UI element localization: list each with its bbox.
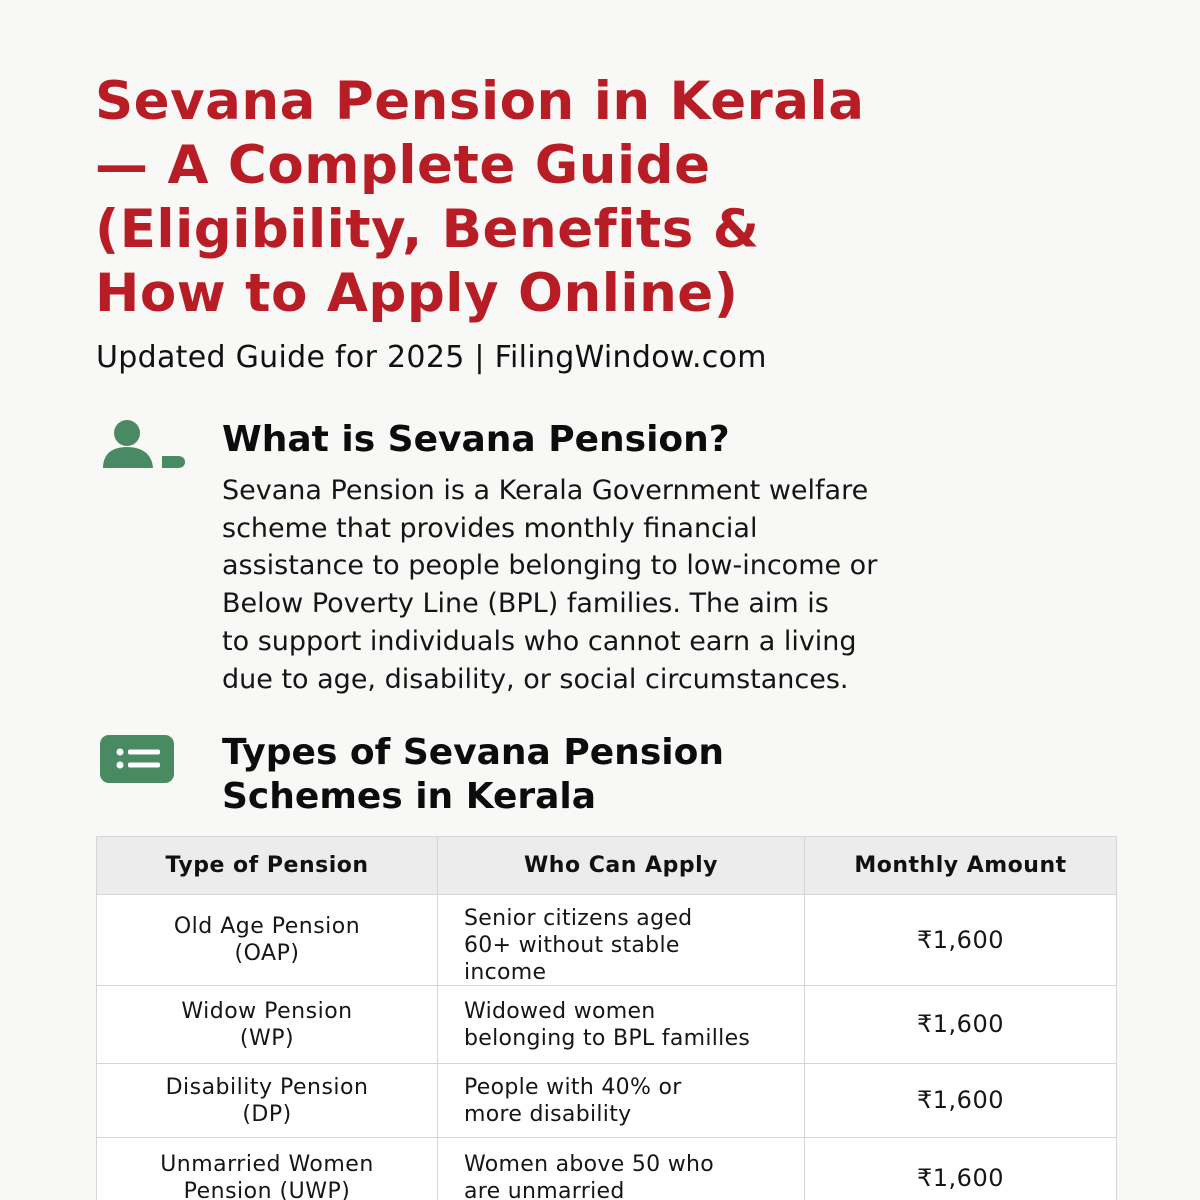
table-row	[97, 1064, 1117, 1138]
cell-pension-type	[97, 1138, 438, 1200]
cell-text: Women above 50 who	[464, 1152, 715, 1177]
cell-text: (WP)	[239, 1025, 295, 1051]
cell-text: Unmarried Women	[160, 1152, 374, 1177]
cell-text: 60+ without stable	[464, 933, 680, 958]
cell-text: Widowed women	[464, 998, 656, 1024]
body-line: scheme that provides monthly financial	[222, 512, 758, 544]
column-header-amount: Monthly Amount	[805, 837, 1117, 895]
cell-who-can-apply	[438, 895, 805, 986]
cell-monthly-amount: ₹1,600	[805, 895, 1117, 986]
list-icon	[100, 735, 174, 783]
cell-text: (OAP)	[234, 941, 300, 966]
column-header-who: Who Can Apply	[438, 837, 805, 895]
cell-text: Disability Pension	[165, 1074, 369, 1100]
title-line: Sevana Pension in Kerala	[95, 71, 865, 132]
section-body-what-is	[222, 472, 1182, 698]
table-row	[97, 895, 1117, 986]
cell-text: Old Age Pension	[173, 914, 361, 939]
cell-text: income	[464, 960, 547, 985]
title-line: (Eligibility, Benefits &	[95, 199, 760, 260]
table-header-row	[97, 837, 1117, 895]
body-line: Sevana Pension is a Kerala Government welfare	[222, 475, 869, 506]
body-line: to support individuals who cannot earn a living	[222, 625, 857, 657]
cell-text: (DP)	[242, 1101, 292, 1127]
cell-text: more disability	[464, 1101, 632, 1127]
section-heading-what-is: What is Sevana Pension?	[222, 419, 730, 460]
cell-pension-type	[97, 986, 438, 1064]
cell-monthly-amount: ₹1,600	[805, 1064, 1117, 1138]
cell-who-can-apply	[438, 986, 805, 1064]
cell-text: Widow Pension	[181, 998, 353, 1024]
title-line: How to Apply Online)	[95, 263, 739, 324]
page-subtitle: Updated Guide for 2025 | FilingWindow.com	[96, 340, 767, 375]
cell-text: Senior citizens aged	[464, 906, 693, 931]
pension-types-table	[96, 836, 1117, 1200]
cell-text: People with 40% or	[464, 1074, 682, 1100]
section-heading-types	[222, 731, 724, 819]
body-line: assistance to people belonging to low-income or	[222, 550, 878, 582]
cell-who-can-apply	[438, 1064, 805, 1138]
heading-line: Types of Sevana Pension	[222, 732, 724, 773]
heading-line: Schemes in Kerala	[222, 776, 597, 817]
cell-pension-type	[97, 1064, 438, 1138]
cell-text: belonging to BPL familles	[464, 1025, 751, 1051]
body-line: Below Poverty Line (BPL) families. The aim is	[222, 588, 829, 620]
table-row	[97, 986, 1117, 1064]
cell-pension-type	[97, 895, 438, 986]
cell-monthly-amount: ₹1,600	[805, 1138, 1117, 1200]
cell-monthly-amount: ₹1,600	[805, 986, 1117, 1064]
cell-who-can-apply	[438, 1138, 805, 1200]
cell-text: Pension (UWP)	[183, 1179, 351, 1200]
title-line: — A Complete Guide	[95, 135, 711, 196]
body-line: due to age, disability, or social circumstances.	[222, 663, 849, 695]
person-icon	[100, 418, 186, 470]
cell-text: are unmarried	[464, 1179, 625, 1200]
page-title	[95, 70, 1155, 326]
table-row	[97, 1138, 1117, 1200]
column-header-type: Type of Pension	[97, 837, 438, 895]
